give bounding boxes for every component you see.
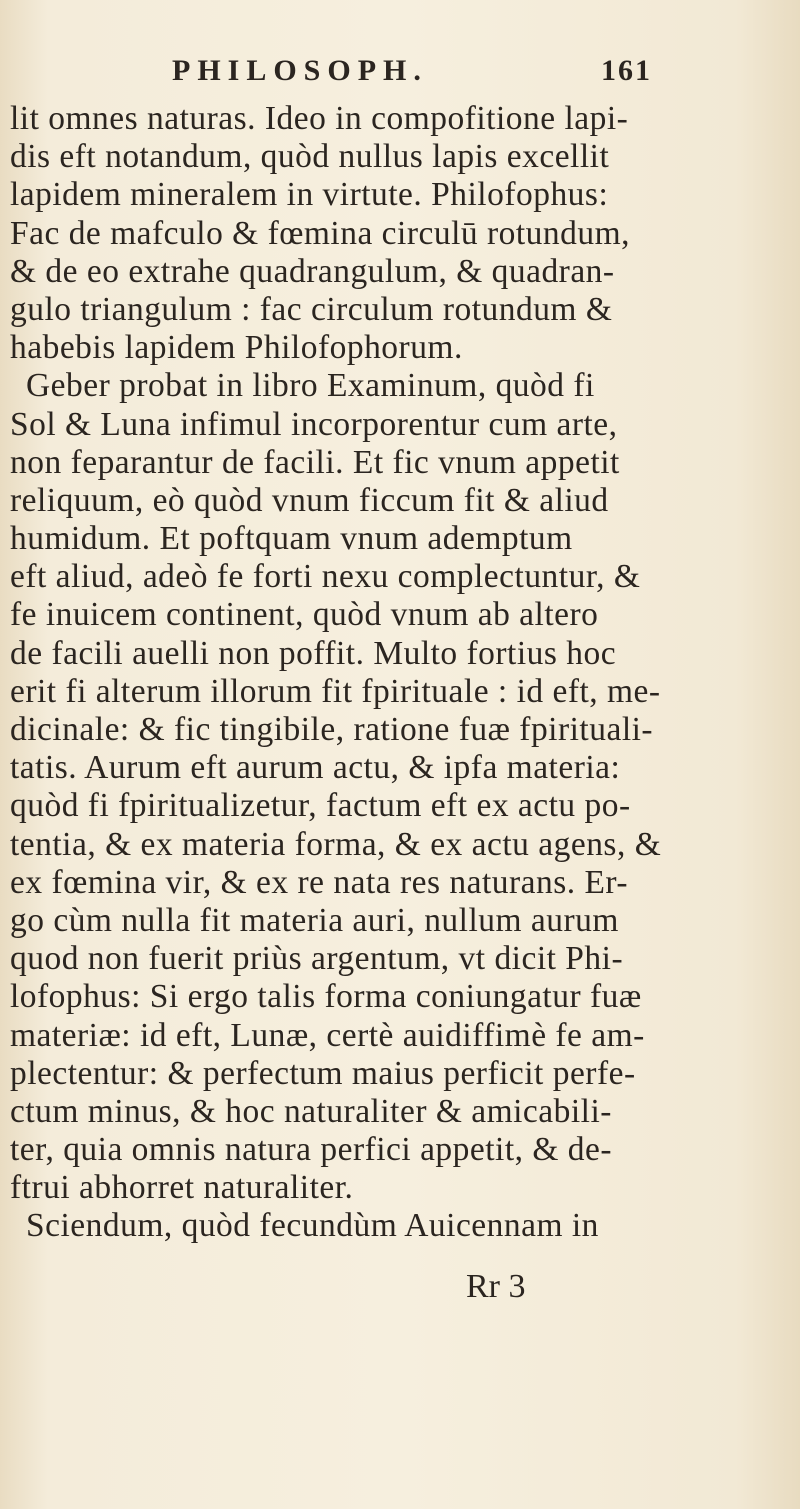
running-title: PHILOSOPH.	[172, 54, 428, 87]
text-line: dis eft notandum, quòd nullus lapis excellit	[10, 138, 610, 176]
text-line: Sol & Luna infimul incorporentur cum arte,	[10, 405, 618, 443]
text-line: de facili auelli non poffit. Multo fortius hoc	[10, 634, 617, 672]
text-line: erit fi alterum illorum fit fpirituale : id eft, me-	[10, 672, 661, 710]
text-line: lapidem mineralem in virtute. Philofophus:	[10, 176, 609, 214]
text-line: ex fœmina vir, & ex re nata res naturans. Er-	[10, 863, 629, 901]
body-text	[10, 100, 800, 1246]
text-line: habebis lapidem Philofophorum.	[10, 329, 463, 367]
text-line: Sciendum, quòd fecundùm Auicennam in	[26, 1207, 599, 1245]
text-line: lofophus: Si ergo talis forma coniungatur fuæ	[10, 978, 642, 1016]
text-line: tatis. Aurum eft aurum actu, & ipfa materia:	[10, 749, 621, 787]
text-line: ctum minus, & hoc naturaliter & amicabili-	[10, 1092, 612, 1130]
text-line: eft aliud, adeò fe forti nexu complectuntur, &	[10, 558, 641, 596]
text-line: lit omnes naturas. Ideo in compofitione lapi-	[10, 100, 629, 137]
running-head	[172, 54, 652, 94]
text-line: reliquum, eò quòd vnum ficcum fit & aliud	[10, 481, 609, 519]
text-line: Geber probat in libro Examinum, quòd fi	[26, 367, 595, 405]
text-line: dicinale: & fic tingibile, ratione fuæ fpirituali-	[10, 711, 654, 748]
text-line: & de eo extrahe quadrangulum, & quadran-	[10, 252, 615, 290]
text-line: quòd fi fpiritualizetur, factum eft ex actu po-	[10, 787, 631, 825]
text-line: gulo triangulum : fac circulum rotundum &	[10, 290, 613, 328]
signature-mark: Rr 3	[466, 1268, 526, 1305]
text-line: fe inuicem continent, quòd vnum ab altero	[10, 596, 599, 634]
text-line: go cùm nulla fit materia auri, nullum aurum	[10, 901, 619, 939]
text-line: tentia, & ex materia forma, & ex actu agens, &	[10, 825, 662, 863]
text-line: ftrui abhorret naturaliter.	[10, 1169, 354, 1207]
text-line: quod non fuerit priùs argentum, vt dicit Phi-	[10, 940, 624, 978]
page-number: 161	[601, 54, 652, 87]
text-line: materiæ: id eft, Lunæ, certè auidiffimè fe am-	[10, 1016, 645, 1054]
text-line: ter, quia omnis natura perfici appetit, & de-	[10, 1131, 613, 1169]
text-line: plectentur: & perfectum maius perficit perfe-	[10, 1054, 636, 1092]
text-line: Fac de mafculo & fœmina circulū rotundum,	[10, 214, 630, 252]
text-line: humidum. Et poftquam vnum ademptum	[10, 520, 573, 558]
text-line: non feparantur de facili. Et fic vnum appetit	[10, 443, 620, 481]
